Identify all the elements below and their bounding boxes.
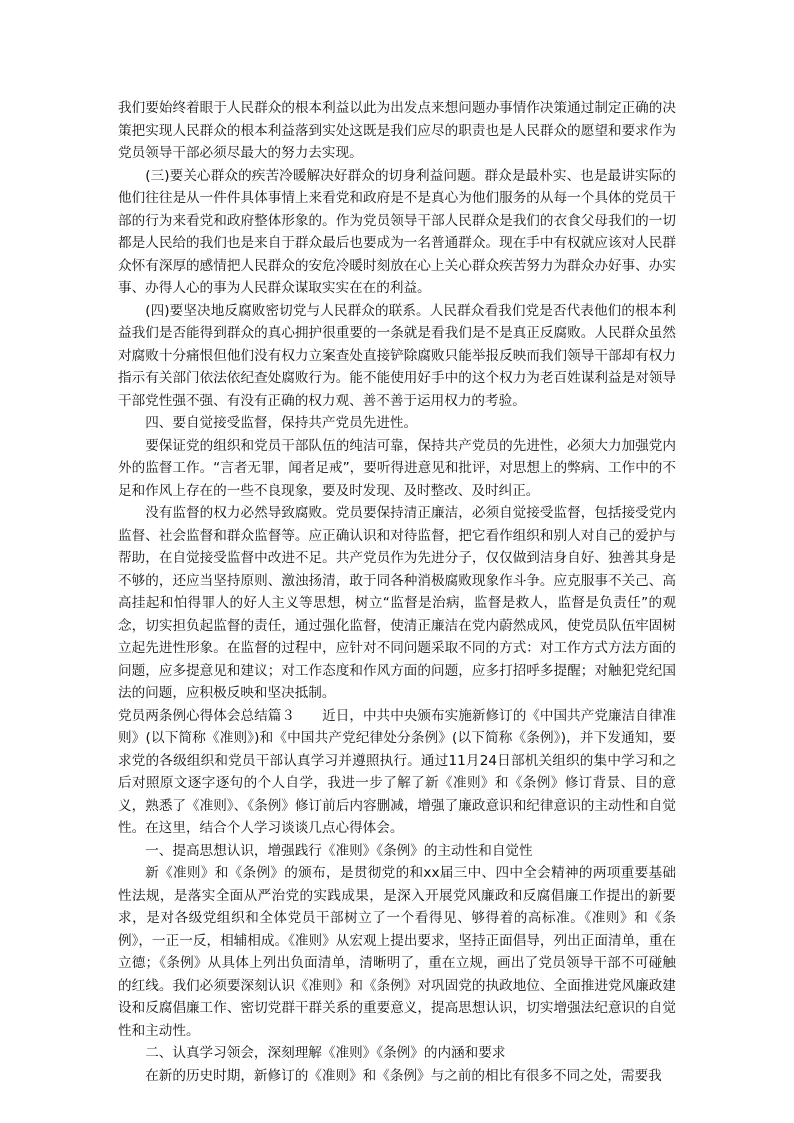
section-heading-4: 四、要自觉接受监督，保持共产党员先进性。 xyxy=(145,415,418,431)
paragraph-9: 新《准则》和《条例》的颁布，是贯彻党的和xx届三中、四中全会精神的两项重要基础性法规，是落实全面从严治党的实践成果，是深入开展党风廉政和反腐倡廉工作提出的新要求，是对各级党组织和全体党员干部树立了一个看得见、够得着的高标准。《准则》和《条例》，一正一反，相辅相成。《准则》从宏观上提出要求，坚持正面倡导，列出正面清单，重在立德；《条例》从具体上列出负面清单，清晰明了，重在立规，画出了党员领导干部不可碰触的红线。我们必须要深刻认识《准则》和《条例》对巩固党的执政地位、全面推进党风廉政建设和反腐倡廉工作、密切党群干群关系的重要意义，提高思想认识，切实增强法纪意识的自觉性和主动性。 xyxy=(118,865,676,1039)
paragraph-2: (三)要关心群众的疾苦冷暖解决好群众的切身利益问题。群众是最朴实、也是最讲实际的他们往往是从一件件具体事情上来看党和政府是不是真心为他们服务的从每一个具体的党员干部的行为来看党和政府整体形象的。作为党员领导干部人民群众是我们的衣食父母我们的一切都是人民给的我们也是来自于群众最后也要成为一名普通群众。现在手中有权就应该对人民群众怀有深厚的感情把人民群众的安危冷暖时刻放在心上关心群众疾苦努力为群众办好事、办实事、办得人心的事为人民群众谋取实实在在的利益。 xyxy=(118,167,676,296)
section-heading-2: 二、认真学习领会，深刻理解《准则》《条例》的内涵和要求 xyxy=(145,1045,506,1061)
paragraph-11: 在新的历史时期，新修订的《准则》和《条例》与之前的相比有很多不同之处，需要我 xyxy=(145,1067,662,1084)
paragraph-1: 我们要始终着眼于人民群众的根本利益以此为出发点来想问题办事情作决策通过制定正确的决策把实现人民群众的根本利益落到实处这既是我们应尽的职责也是人民群众的愿望和要求作为党员领导干部必须尽最大的努力去实现。 xyxy=(118,100,676,161)
document-body xyxy=(118,97,676,1087)
paragraph-3: (四)要坚决地反腐败密切党与人民群众的联系。人民群众看我们党是否代表他们的根本利益我们是否能得到群众的真心拥护很重要的一条就是看我们是不是真正反腐败。人民群众虽然对腐败十分痛恨但他们没有权力立案查处直接铲除腐败只能举报反映而我们领导干部却有权力指示有关部门依法依纪查处腐败行为。能不能使用好手中的这个权力为老百姓谋利益是对领导干部党性强不强、有没有正确的权力观、善不善于运用权力的考验。 xyxy=(118,302,676,409)
paragraph-6: 没有监督的权力必然导致腐败。党员要保持清正廉洁，必须自觉接受监督，包括接受党内监督、社会监督和群众监督等。应正确认识和对待监督，把它看作组织和别人对自己的爱护与帮助，在自觉接受监督中改进不足。共产党员作为先进分子，仅仅做到洁身自好、独善其身是不够的，还应当坚持原则、激浊扬清，敢于同各种消极腐败现象作斗争。应克服事不关己、高高挂起和怕得罪人的好人主义等思想，树立“监督是治病，监督是救人，监督是负责任”的观念，切实担负起监督的责任，通过强化监督，使清正廉洁在党内蔚然成风，使党员队伍牢固树立起先进性形象。在监督的过程中，应针对不同问题采取不同的方式：对工作方式方法方面的问题，应多提意见和建议；对工作态度和作风方面的问题，应多打招呼多提醒；对触犯党纪国法的问题，应积极反映和坚决抵制。 xyxy=(118,505,676,701)
section-heading-1: 一、提高思想认识，增强践行《准则》《条例》的主动性和自觉性 xyxy=(145,842,533,859)
paragraph-5: 要保证党的组织和党员干部队伍的纯洁可靠，保持共产党员的先进性，必须大力加强党内外的监督工作。“言者无罪，闻者足戒”，要听得进意见和批评，对思想上的弊病、工作中的不足和作风上存在的一些不良现象，要及时发现、及时整改、及时纠正。 xyxy=(118,437,676,499)
paragraph-7: 党员两条例心得体会总结篇３ 近日，中共中央颁布实施新修订的《中国共产党廉洁自律准则》(以下简称《准则》)和《中国共产党纪律处分条例》(以下简称《条例》)，并下发通知，要求党的各级组织和党员干部认真学习并遵照执行。通过11月24日部机关组织的集中学习和之后对照原文逐字逐句的个人自学，我进一步了解了新《准则》和《条例》修订背景、目的意义，熟悉了《准则》、《条例》修订前后内容删减，增强了廉政意识和纪律意识的主动性和自觉性。在这里，结合个人学习谈谈几点心得体会。 xyxy=(118,707,676,836)
